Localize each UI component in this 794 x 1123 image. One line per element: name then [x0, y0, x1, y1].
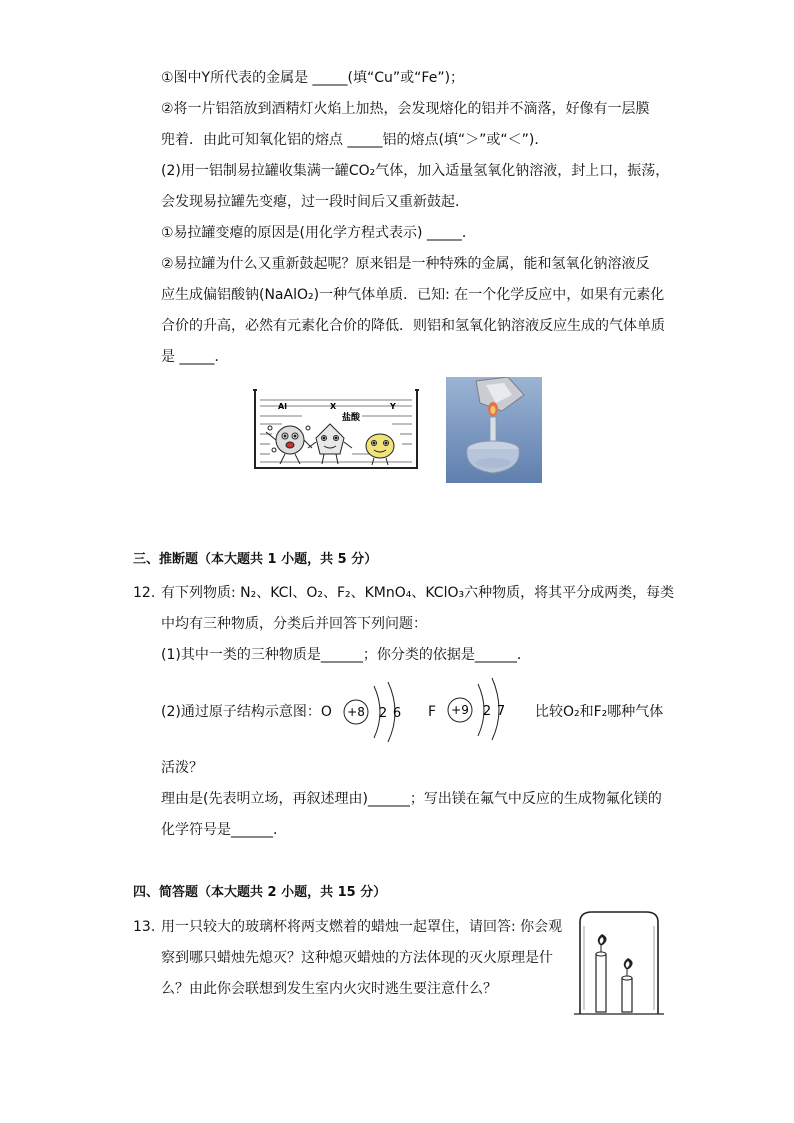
q13-number: 13.	[133, 919, 156, 935]
q12-number: 12.	[133, 585, 156, 601]
f-nucleus: +9	[451, 703, 469, 717]
q11-line-4: (2)用一铝制易拉罐收集满一罐CO₂气体，加入适量氢氧化钠溶液，封上口，振荡，	[161, 163, 670, 179]
q11-line-6: ①易拉罐变瘪的原因是(用化学方程式表示) _____．	[161, 225, 476, 241]
o-shell-1: 2	[378, 706, 388, 721]
q11-line-1: ①图中Y所代表的金属是 _____(填“Cu”或“Fe”)；	[161, 70, 465, 86]
o-nucleus: +8	[347, 705, 365, 719]
label-acid: 盐酸	[342, 413, 361, 423]
label-al: Al	[278, 402, 287, 411]
f-shell-2: 7	[496, 704, 506, 719]
q12-line-3: (1)其中一类的三种物质是______；你分类的依据是______．	[161, 647, 531, 663]
q11-line-10: 是 _____．	[161, 349, 229, 365]
q11-line-7: ②易拉罐为什么又重新鼓起呢？原来铝是一种特殊的金属，能和氢氧化钠溶液反	[161, 256, 650, 272]
section-4-title: 四、简答题（本大题共 2 小题，共 15 分）	[133, 885, 387, 900]
q13-line-2: 察到哪只蜡烛先熄灭？这种熄灭蜡烛的方法体现的灭火原理是什	[161, 950, 553, 966]
beaker-metals-figure	[252, 388, 420, 472]
f-shell-1: 2	[482, 704, 492, 719]
x-character	[308, 424, 352, 464]
label-x: X	[330, 402, 337, 411]
q13-line-3: 么？由此你会联想到发生室内火灾时逃生要注意什么？	[161, 981, 497, 997]
q13-line-1: 用一只较大的玻璃杯将两支燃着的蜡烛一起罩住，请回答: 你会观	[161, 919, 563, 935]
q11-line-3: 兜着．由此可知氧化铝的熔点 _____铝的熔点(填“＞”或“＜”)．	[161, 132, 549, 148]
q12-line-4-suffix: 比较O₂和F₂哪种气体	[535, 704, 664, 720]
y-character	[366, 434, 394, 465]
o-shell-2: 6	[392, 706, 402, 721]
q11-line-9: 合价的升高，必然有元素化合价的降低．则铝和氢氧化钠溶液反应生成的气体单质	[161, 318, 665, 334]
q12-line-4-prefix: (2)通过原子结构示意图：O	[161, 704, 332, 720]
section-3-title: 三、推断题（本大题共 1 小题，共 5 分）	[133, 552, 378, 567]
q12-line-2: 中均有三种物质，分类后并回答下列问题：	[161, 616, 427, 632]
label-y: Y	[390, 402, 396, 411]
q12-f-label: F	[428, 704, 437, 720]
oxygen-atom-diagram	[340, 680, 410, 744]
q12-line-6: 理由是(先表明立场，再叙述理由)______；写出镁在氟气中反应的生成物氟化镁的	[161, 791, 662, 807]
q12-line-7: 化学符号是______．	[161, 822, 287, 838]
q12-line-5: 活泼？	[161, 760, 203, 776]
al-character	[266, 426, 312, 464]
glass-candles-figure	[574, 910, 664, 1016]
alcohol-lamp-photo	[446, 377, 542, 483]
q11-line-5: 会发现易拉罐先变瘪，过一段时间后又重新鼓起．	[161, 194, 469, 210]
q11-line-8: 应生成偏铝酸钠(NaAlO₂)一种气体单质．已知: 在一个化学反应中，如果有元素化	[161, 287, 665, 303]
fluorine-atom-diagram	[444, 676, 514, 740]
q11-line-2: ②将一片铝箔放到酒精灯火焰上加热，会发现熔化的铝并不滴落，好像有一层膜	[161, 101, 650, 117]
q12-line-1: 有下列物质: N₂、KCl、O₂、F₂、KMnO₄、KClO₃六种物质，将其平分成两类，每类	[161, 585, 675, 601]
